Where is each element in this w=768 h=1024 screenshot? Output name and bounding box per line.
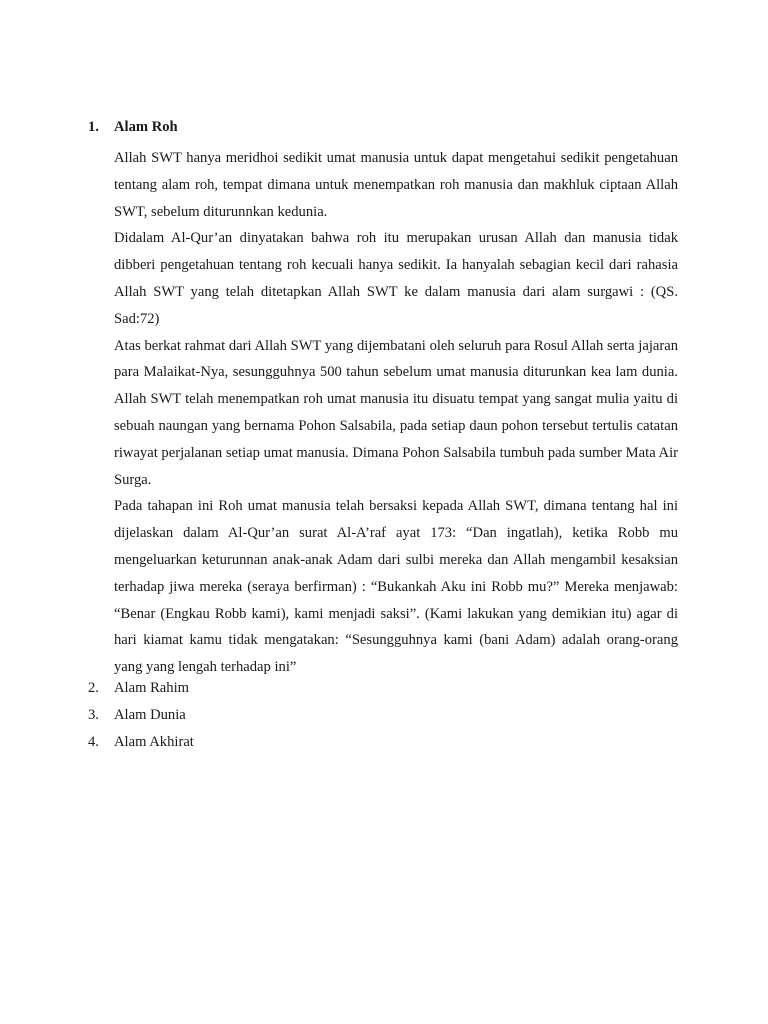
list-number: 1. [88, 119, 99, 135]
paragraph: Atas berkat rahmat dari Allah SWT yang dijembatani oleh seluruh para Rosul Allah serta jajaran para Malaikat-Nya, sesungguhnya 500 tahun sebelum umat manusia diturunkan kea lam dunia. Allah SWT telah menempatkan roh umat manusia itu disuatu tempat yang sangat mulia yaitu di sebuah naungan yang bernama Pohon Salsabila, pada setiap daun pohon tersebut tertulis catatan riwayat perjalanan setiap umat manusia. Dimana Pohon Salsabila tumbuh pada sumber Mata Air Surga. [114, 337, 678, 488]
paragraph: Allah SWT hanya meridhoi sedikit umat manusia untuk dapat mengetahui sedikit pengetahuan tentang alam roh, tempat dimana untuk menempatkan roh manusia dan makhluk ciptaan Allah SWT, sebelum diturunnkan kedunia. [114, 150, 678, 220]
list-number: 4. [88, 734, 99, 750]
section-heading: Alam Roh [114, 119, 178, 135]
section-body [114, 145, 678, 681]
list-item-label: Alam Akhirat [114, 734, 194, 750]
list-item-label: Alam Dunia [114, 707, 186, 723]
list-number: 2. [88, 680, 99, 696]
paragraph: Didalam Al-Qur’an dinyatakan bahwa roh itu merupakan urusan Allah dan manusia tidak dibberi pengetahuan tentang roh kecuali hanya sedikit. Ia hanyalah sebagian kecil dari rahasia Allah SWT yang telah ditetapkan Allah SWT ke dalam manusia dari alam surgawi : (QS. Sad:72) [114, 230, 678, 327]
list-number: 3. [88, 707, 99, 723]
list-item-label: Alam Rahim [114, 680, 189, 696]
paragraph: Pada tahapan ini Roh umat manusia telah bersaksi kepada Allah SWT, dimana tentang hal ini dijelaskan dalam Al-Qur’an surat Al-A’raf ayat 173: “Dan ingatlah), ketika Robb mu mengeluarkan keturunnan anak-anak Adam dari sulbi mereka dan Allah mengambil kesaksian terhadap jiwa mereka (seraya berfirman) : “Bukankah Aku ini Robb mu?” Mereka menjawab: “Benar (Engkau Robb kami), kami menjadi saksi”. (Kami lakukan yang demikian itu) agar di hari kiamat kamu tidak mengatakan: “Sesungguhnya kami (bani Adam) adalah orang-orang yang yang lengah terhadap ini” [114, 498, 678, 676]
